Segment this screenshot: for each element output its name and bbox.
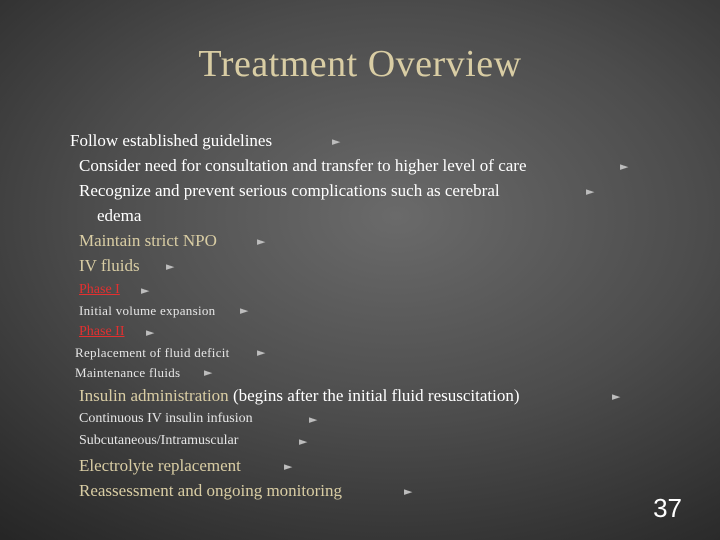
bullet-reassessment-monitoring: Reassessment and ongoing monitoring	[79, 481, 343, 500]
bullet-maintenance-fluids: Maintenance fluids	[75, 365, 181, 380]
bullet-continuous-iv-insulin: Continuous IV insulin infusion	[79, 411, 253, 426]
bullet-follow-guidelines: Follow established guidelines	[70, 131, 273, 150]
triangle-right-icon: ►	[257, 346, 266, 359]
bullet-initial-volume-expansion: Initial volume expansion	[79, 303, 216, 318]
link-phase-1[interactable]: Phase I	[79, 282, 120, 297]
triangle-right-icon: ►	[257, 235, 266, 248]
bullet-iv-fluids: IV fluids	[79, 256, 140, 275]
bullet-recognize-complications: Recognize and prevent serious complications such as cerebral	[79, 181, 500, 200]
triangle-right-icon: ►	[240, 304, 249, 317]
triangle-right-icon: ►	[586, 185, 595, 198]
triangle-right-icon: ►	[309, 413, 318, 426]
page-number: 37	[653, 493, 682, 523]
insulin-label: Insulin administration	[79, 386, 229, 405]
triangle-right-icon: ►	[332, 135, 341, 148]
triangle-right-icon: ►	[141, 284, 150, 297]
triangle-right-icon: ►	[612, 390, 621, 403]
triangle-right-icon: ►	[299, 435, 308, 448]
triangle-right-icon: ►	[404, 485, 413, 498]
triangle-right-icon: ►	[204, 366, 213, 379]
bullet-strict-npo: Maintain strict NPO	[79, 231, 217, 250]
triangle-right-icon: ►	[284, 460, 293, 473]
link-phase-2[interactable]: Phase II	[79, 324, 125, 339]
bullet-recognize-complications-cont: edema	[97, 206, 142, 225]
triangle-right-icon: ►	[146, 326, 155, 339]
bullet-consider-consultation: Consider need for consultation and transfer to higher level of care	[79, 156, 527, 175]
slide-title: Treatment Overview	[198, 43, 522, 85]
bullet-replacement-fluid-deficit: Replacement of fluid deficit	[75, 345, 230, 360]
triangle-right-icon: ►	[166, 260, 175, 273]
bullet-insulin-administration	[79, 387, 520, 404]
triangle-right-icon: ►	[620, 160, 629, 173]
bullet-electrolyte-replacement: Electrolyte replacement	[79, 456, 241, 475]
bullet-subcutaneous-intramuscular: Subcutaneous/Intramuscular	[79, 433, 239, 448]
insulin-note: (begins after the initial fluid resuscitation)	[228, 386, 520, 405]
